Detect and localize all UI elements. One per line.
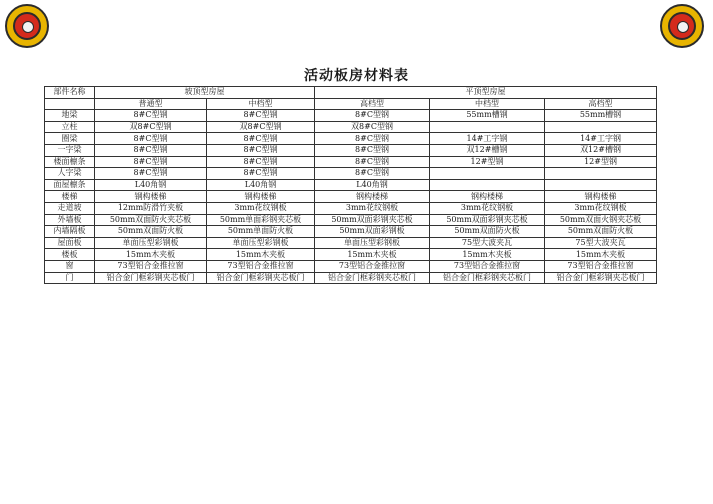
material-cell: 14#工字钢 [545,133,657,145]
material-cell: 73型铝合金推拉窗 [315,260,430,272]
material-cell: 14#工字钢 [430,133,545,145]
material-cell: 8#C型钢 [95,110,207,122]
material-cell: 15mm木夹板 [315,249,430,261]
table-row [45,202,657,214]
materials-table [44,86,657,284]
table-row [45,272,657,284]
material-cell: 50mm单面彩钢夹芯板 [207,214,315,226]
material-cell [545,179,657,191]
material-cell: 8#C型钢 [207,144,315,156]
table-row [45,214,657,226]
part-name-cell: 人字梁 [45,168,95,180]
type-header: 普通型 [95,98,207,110]
material-cell: 8#C型钢 [95,133,207,145]
material-cell: 铝合金门框彩钢夹芯板门 [315,272,430,284]
part-name-cell: 一字梁 [45,144,95,156]
table-row [45,249,657,261]
table-row [45,191,657,203]
material-cell: 73型铝合金推拉窗 [207,260,315,272]
type-header: 中档型 [207,98,315,110]
material-cell: 钢构楼梯 [430,191,545,203]
material-cell: 铝合金门框彩钢夹芯板门 [545,272,657,284]
material-cell: 55mm槽钢 [430,110,545,122]
material-cell: 双8#C型钢 [95,121,207,133]
part-name-cell: 圈梁 [45,133,95,145]
material-cell: 12#型钢 [545,156,657,168]
material-cell: 73型铝合金推拉窗 [95,260,207,272]
material-cell [545,168,657,180]
material-cell: 50mm双面彩钢板 [315,226,430,238]
material-cell [430,168,545,180]
material-cell: 8#C型钢 [95,144,207,156]
material-cell: 8#C型钢 [315,144,430,156]
type-header: 高档型 [315,98,430,110]
table-row [45,237,657,249]
material-cell [430,179,545,191]
sloped-roof-header: 坡顶型房屋 [95,87,315,99]
table-row [45,144,657,156]
material-cell: 15mm木夹板 [207,249,315,261]
material-cell: 50mm单面防火板 [207,226,315,238]
page-title: 活动板房材料表 [304,68,409,84]
material-cell: 50mm双面防火夹芯板 [95,214,207,226]
part-name-cell: 地梁 [45,110,95,122]
material-cell: 8#C型钢 [95,156,207,168]
table-row [45,156,657,168]
material-cell: 双8#C型钢 [207,121,315,133]
material-cell: 15mm木夹板 [430,249,545,261]
material-cell: 12#型钢 [430,156,545,168]
material-cell: 双12#槽钢 [545,144,657,156]
company-seal-icon [5,4,49,48]
material-cell: L40角钢 [315,179,430,191]
material-cell: 50mm双面防火板 [430,226,545,238]
material-cell: 双8#C型钢 [315,121,430,133]
table-row [45,168,657,180]
material-cell: 8#C型钢 [207,133,315,145]
part-name-cell: 走道坡 [45,202,95,214]
table-row [45,226,657,238]
part-name-cell: 面屋檩条 [45,179,95,191]
part-name-cell: 楼梯 [45,191,95,203]
material-cell: 50mm双面彩钢夹芯板 [315,214,430,226]
material-cell [545,121,657,133]
material-cell: 8#C型钢 [315,168,430,180]
table-row [45,179,657,191]
part-name-cell: 楼面檩条 [45,156,95,168]
part-name-cell: 屋面板 [45,237,95,249]
material-cell: 钢构楼梯 [315,191,430,203]
material-cell: 单面压型彩钢板 [207,237,315,249]
material-cell: 钢构楼梯 [545,191,657,203]
type-header: 中档型 [430,98,545,110]
material-cell: 12mm防滑竹夹板 [95,202,207,214]
part-name-cell: 门 [45,272,95,284]
material-cell: 50mm双面彩钢夹芯板 [430,214,545,226]
material-cell: 3mm花纹钢板 [315,202,430,214]
material-cell: 钢构楼梯 [95,191,207,203]
table-row [45,260,657,272]
table-row [45,133,657,145]
material-cell: 8#C型钢 [207,156,315,168]
material-cell: 单面压型彩钢板 [95,237,207,249]
part-name-header: 部件名称 [45,87,95,99]
material-cell: 3mm花纹钢板 [545,202,657,214]
table-header-row [45,87,657,99]
material-cell: 50mm双面防火板 [545,226,657,238]
material-cell: 15mm木夹板 [545,249,657,261]
type-header: 高档型 [545,98,657,110]
material-cell: 50mm双面火钢夹芯板 [545,214,657,226]
material-cell: 8#C型钢 [315,110,430,122]
material-cell: L40角钢 [95,179,207,191]
table-row [45,121,657,133]
material-cell: 73型铝合金推拉窗 [545,260,657,272]
material-cell: 钢构楼梯 [207,191,315,203]
material-cell: 75型大波夹瓦 [430,237,545,249]
part-name-cell: 楼板 [45,249,95,261]
material-cell: 铝合金门框彩钢夹芯板门 [430,272,545,284]
part-name-cell: 内墙隔板 [45,226,95,238]
material-cell: 8#C型钢 [207,168,315,180]
material-cell: 8#C型钢 [207,110,315,122]
material-cell: 单面压型彩钢板 [315,237,430,249]
material-cell: 15mm木夹板 [95,249,207,261]
material-cell: 8#C型钢 [315,133,430,145]
material-cell: 55mm槽钢 [545,110,657,122]
company-seal-icon [660,4,704,48]
material-cell: 8#C型钢 [315,156,430,168]
material-cell: 75型大波夹瓦 [545,237,657,249]
material-cell: 3mm花纹钢板 [207,202,315,214]
material-cell: 73型铝合金推拉窗 [430,260,545,272]
material-cell: L40角钢 [207,179,315,191]
material-cell: 双12#槽钢 [430,144,545,156]
table-row [45,110,657,122]
material-cell: 50mm双面防火板 [95,226,207,238]
flat-roof-header: 平顶型房屋 [315,87,657,99]
material-cell: 8#C型钢 [95,168,207,180]
part-name-cell: 窗 [45,260,95,272]
material-cell: 铝合金门框彩钢夹芯板门 [207,272,315,284]
material-cell: 3mm花纹钢板 [430,202,545,214]
blank-cell [45,98,95,110]
material-cell [430,121,545,133]
part-name-cell: 立柱 [45,121,95,133]
material-cell: 铝合金门框彩钢夹芯板门 [95,272,207,284]
table-subheader-row [45,98,657,110]
part-name-cell: 外墙板 [45,214,95,226]
